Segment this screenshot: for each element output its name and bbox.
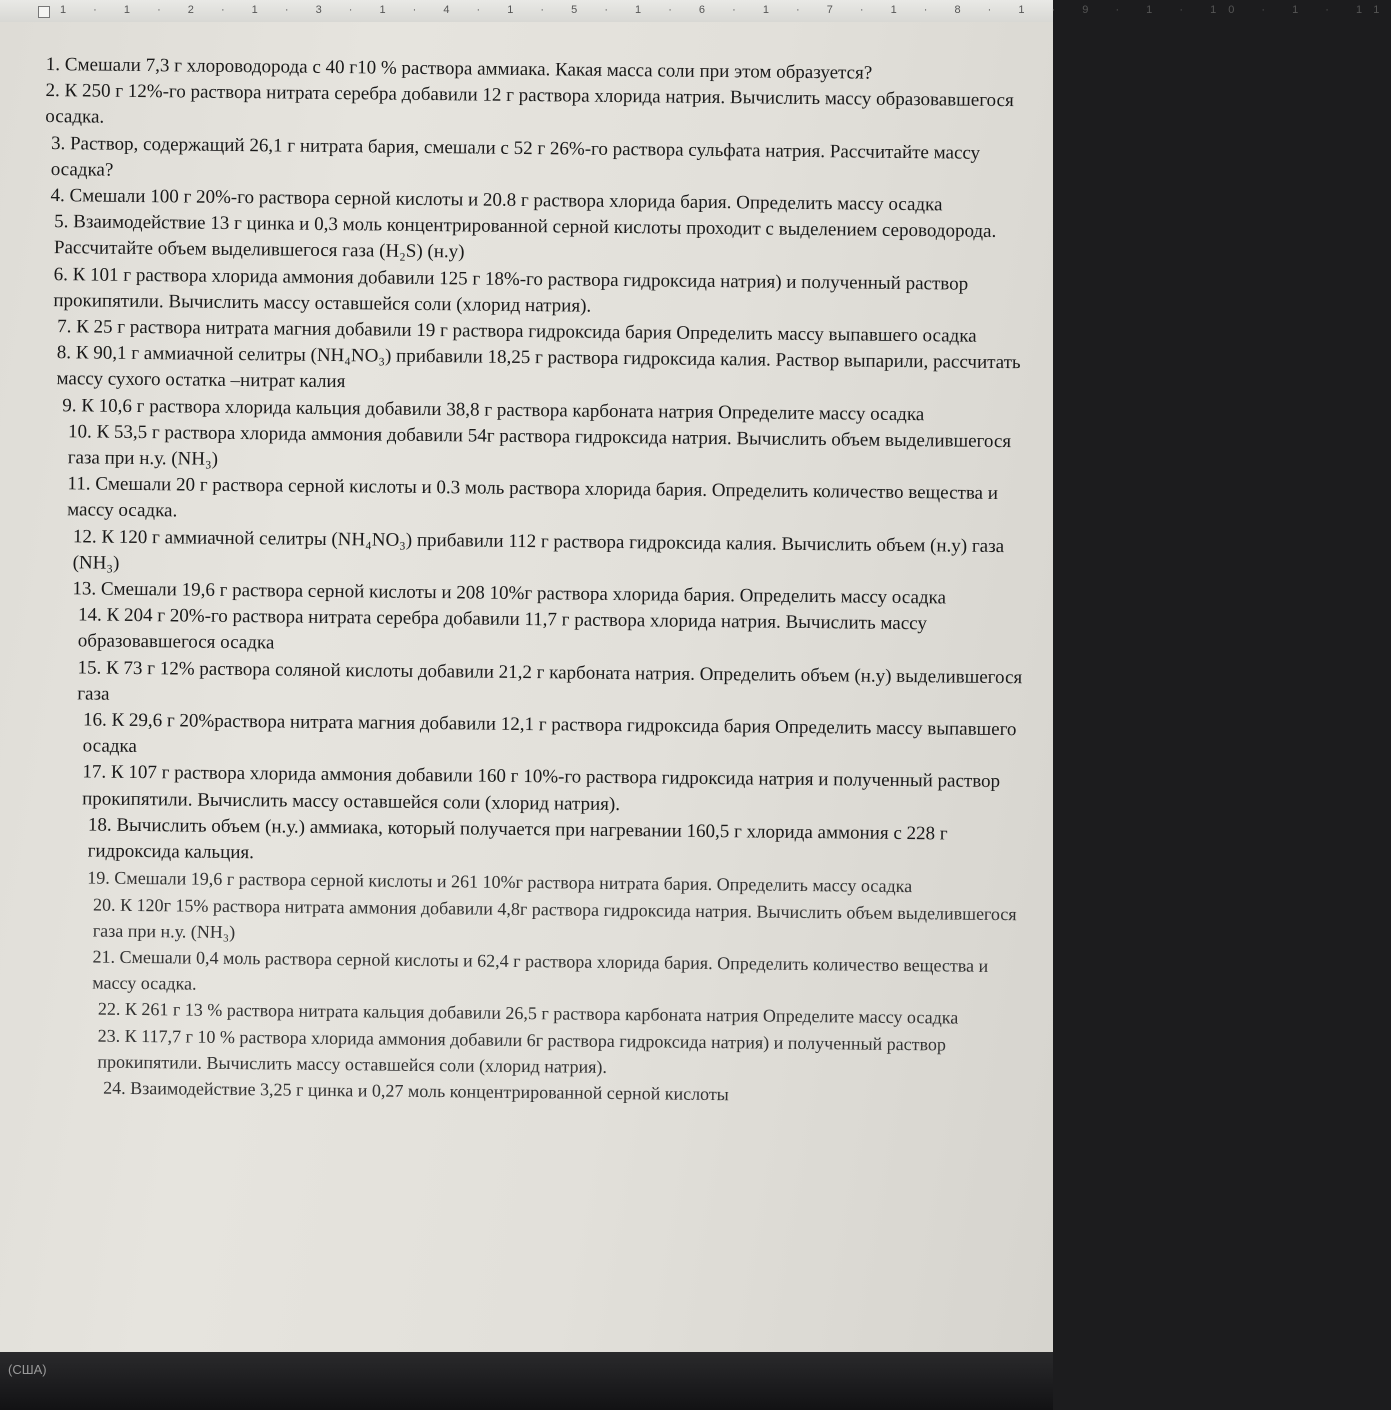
task-4: 4. Смешали 100 г 20%-го раствора серной кислоты и 20.8 г раствора хлорида бария. Определить массу осадка	[50, 185, 943, 216]
ruler-marks: 1 · 1 · 2 · 1 · 3 · 1 · 4 · 1 · 5 · 1 · 6 · 1 · 7 · 1 · 8 · 1 · 9 · 1 · 10 · 1 · 11	[60, 4, 1391, 16]
horizontal-ruler[interactable]	[0, 0, 1391, 23]
task-10: 10. К 53,5 г раствора хлорида аммония добавили 54г раствора гидроксида натрия. Вычислить объем выделившегося газа при н.у. (NH₃)	[67, 421, 1012, 470]
task-2: 2. К 250 г 12%-го раствора нитрата серебра добавили 12 г раствора хлорида натрия. Вычислить массу образовавшегося осадка.	[45, 80, 1014, 129]
task-5: 5. Взаимодействие 13 г цинка и 0,3 моль концентрированной серной кислоты проходит с выделением сероводорода. Рассчитайте объем выделившегося газа (H₂S) (н.у)	[53, 211, 997, 263]
indent-marker-icon[interactable]	[38, 6, 50, 18]
task-6: 6. К 101 г раствора хлорида аммония добавили 125 г 18%-го раствора гидроксида натрия) и полученный раствор прокипятили. Вычислить массу оставшейся соли (хлорид натрия).	[53, 263, 969, 317]
task-23: 23. К 117,7 г 10 % раствора хлорида аммония добавили 6г раствора гидроксида натрия) и полученный раствор прокипятили. Вычислить массу оставшейся соли (хлорид натрия).	[97, 1025, 947, 1077]
task-17: 17. К 107 г раствора хлорида аммония добавили 160 г 10%-го раствора гидроксида натрия и полученный раствор прокипятили. Вычислить массу оставшейся соли (хлорид натрия).	[82, 761, 1001, 815]
task-20: 20. К 120г 15% раствора нитрата аммония добавили 4,8г раствора гидроксида натрия. Вычислить объем выделившегося газа при н.у. (NH₃)	[92, 894, 1017, 942]
task-7: 7. К 25 г раствора нитрата магния добавили 19 г раствора гидроксида бария Определить массу выпавшего осадка	[57, 316, 977, 347]
task-24: 24. Взаимодействие 3,25 г цинка и 0,27 моль концентрированной серной кислоты	[103, 1077, 729, 1105]
task-18: 18. Вычислить объем (н.у.) аммиака, который получается при нагревании 160,5 г хлорида аммония с 228 г гидроксида кальция.	[87, 814, 948, 864]
task-21: 21. Смешали 0,4 моль раствора серной кислоты и 62,4 г раствора хлорида бария. Определить количество вещества и массу осадка.	[92, 946, 989, 994]
task-12: 12. К 120 г аммиачной селитры (NH₄NO₃) прибавили 112 г раствора гидроксида калия. Вычислить объем (н.у) газа (NH₃)	[72, 525, 1005, 574]
document-page[interactable]	[0, 22, 1053, 1352]
task-15: 15. К 73 г 12% раствора соляной кислоты добавили 21,2 г карбоната натрия. Определить объем (н.у) выделившегося газа	[77, 657, 1023, 705]
task-13: 13. Смешали 19,6 г раствора серной кислоты и 208 10%г раствора хлорида бария. Определить массу осадка	[72, 578, 947, 609]
status-bar	[0, 1352, 1053, 1410]
task-3: 3. Раствор, содержащий 26,1 г нитрата бария, смешали с 52 г 26%-го раствора сульфата натрия. Рассчитайте массу осадка?	[50, 132, 981, 181]
task-1: 1. Смешали 7,3 г хлороводорода с 40 г10 % раствора аммиака. Какая масса соли при этом образуется?	[45, 53, 873, 84]
task-16: 16. К 29,6 г 20%раствора нитрата магния добавили 12,1 г раствора гидроксида бария Определить массу выпавшего осадка	[82, 709, 1017, 758]
task-14: 14. К 204 г 20%-го раствора нитрата серебра добавили 11,7 г раствора хлорида натрия. Вычислить массу образовавшегося осадка	[77, 604, 928, 654]
task-22: 22. К 261 г 13 % раствора нитрата кальция добавили 26,5 г раствора карбоната натрия Определите массу осадка	[97, 998, 959, 1028]
document-content	[35, 52, 1041, 1110]
language-indicator[interactable]: (США)	[8, 1362, 47, 1377]
task-11: 11. Смешали 20 г раствора серной кислоты и 0.3 моль раствора хлорида бария. Определить количество вещества и массу осадка.	[67, 473, 999, 522]
task-19: 19. Смешали 19,6 г раствора серной кислоты и 261 10%г раствора нитрата бария. Определить массу осадка	[87, 867, 913, 897]
task-9: 9. К 10,6 г раствора хлорида кальция добавили 38,8 г раствора карбоната натрия Определите массу осадка	[62, 394, 925, 425]
task-8: 8. К 90,1 г аммиачной селитры (NH₄NO₃) прибавили 18,25 г раствора гидроксида калия. Раствор выпарили, рассчитать массу сухого остатка –нитрат калия	[56, 342, 1021, 393]
